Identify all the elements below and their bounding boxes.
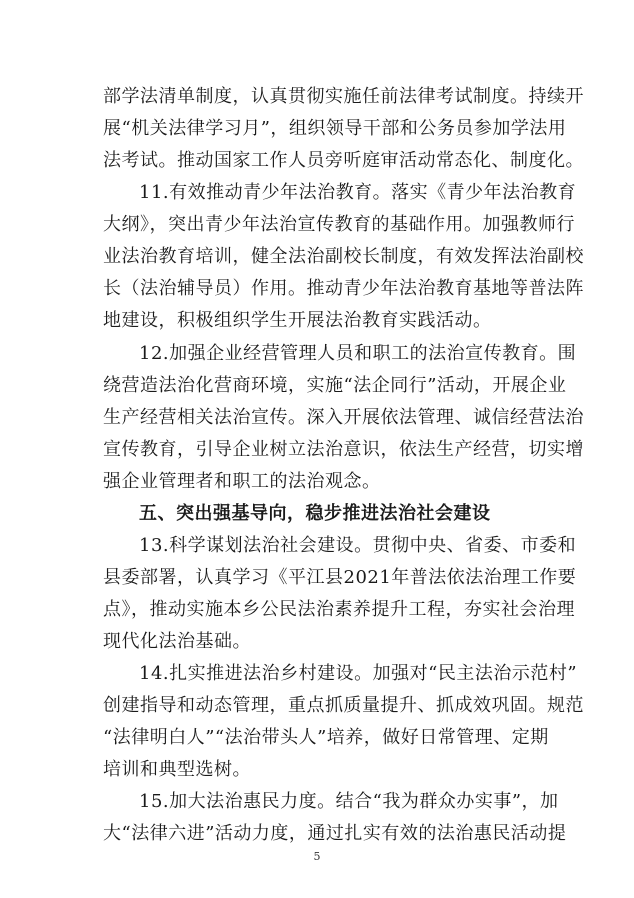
text-line: 地建设，积极组织学生开展法治教育实践活动。 <box>103 310 492 331</box>
text-line: 培训和典型选树。 <box>103 759 251 780</box>
text-line: 绕营造法治化营商环境，实施“法企同行”活动，开展企业 <box>103 375 567 396</box>
text-line: 法考试。推动国家工作人员旁听庭审活动常态化、制度化。 <box>103 150 584 171</box>
text-line: 部学法清单制度，认真贯彻实施任前法律考试制度。持续开 <box>103 86 584 107</box>
paragraph-15-start: 15.加大法治惠民力度。结合“我为群众办实事”，加 <box>139 791 559 812</box>
paragraph-12-start: 12.加强企业经营管理人员和职工的法治宣传教育。围 <box>139 343 577 364</box>
text-line: 生产经营相关法治宣传。深入开展依法管理、诚信经营法治 <box>103 407 584 428</box>
section-heading: 五、突出强基导向，稳步推进法治社会建设 <box>139 503 491 524</box>
paragraph-13-start: 13.科学谋划法治社会建设。贯彻中央、省委、市委和 <box>139 535 577 556</box>
paragraph-14-start: 14.扎实推进法治乡村建设。加强对“民主法治示范村” <box>139 663 578 684</box>
text-line: 创建指导和动态管理，重点抓质量提升、抓成效巩固。规范 <box>103 695 584 716</box>
text-line: 县委部署，认真学习《平江县2021年普法依法治理工作要 <box>103 567 577 588</box>
text-line: 长（法治辅导员）作用。推动青少年法治教育基地等普法阵 <box>103 278 584 299</box>
text-line: 宣传教育，引导企业树立法治意识，依法生产经营，切实增 <box>103 439 584 460</box>
text-line: 强企业管理者和职工的法治观念。 <box>103 471 381 492</box>
text-line: 现代化法治基础。 <box>103 631 251 652</box>
text-line: 展“机关法律学习月”，组织领导干部和公务员参加学法用 <box>103 118 567 139</box>
text-line: 点》，推动实施本乡公民法治素养提升工程，夯实社会治理 <box>103 599 575 620</box>
paragraph-11-start: 11.有效推动青少年法治教育。落实《青少年法治教育 <box>139 182 577 203</box>
text-line: “法律明白人”“法治带头人”培养，做好日常管理、定期 <box>103 727 549 748</box>
page-number: 5 <box>313 850 321 863</box>
text-line: 大“法律六进”活动力度，通过扎实有效的法治惠民活动提 <box>103 823 567 844</box>
text-line: 大纲》，突出青少年法治宣传教育的基础作用。加强教师行 <box>103 214 575 235</box>
text-line: 业法治教育培训，健全法治副校长制度，有效发挥法治副校 <box>103 246 584 267</box>
